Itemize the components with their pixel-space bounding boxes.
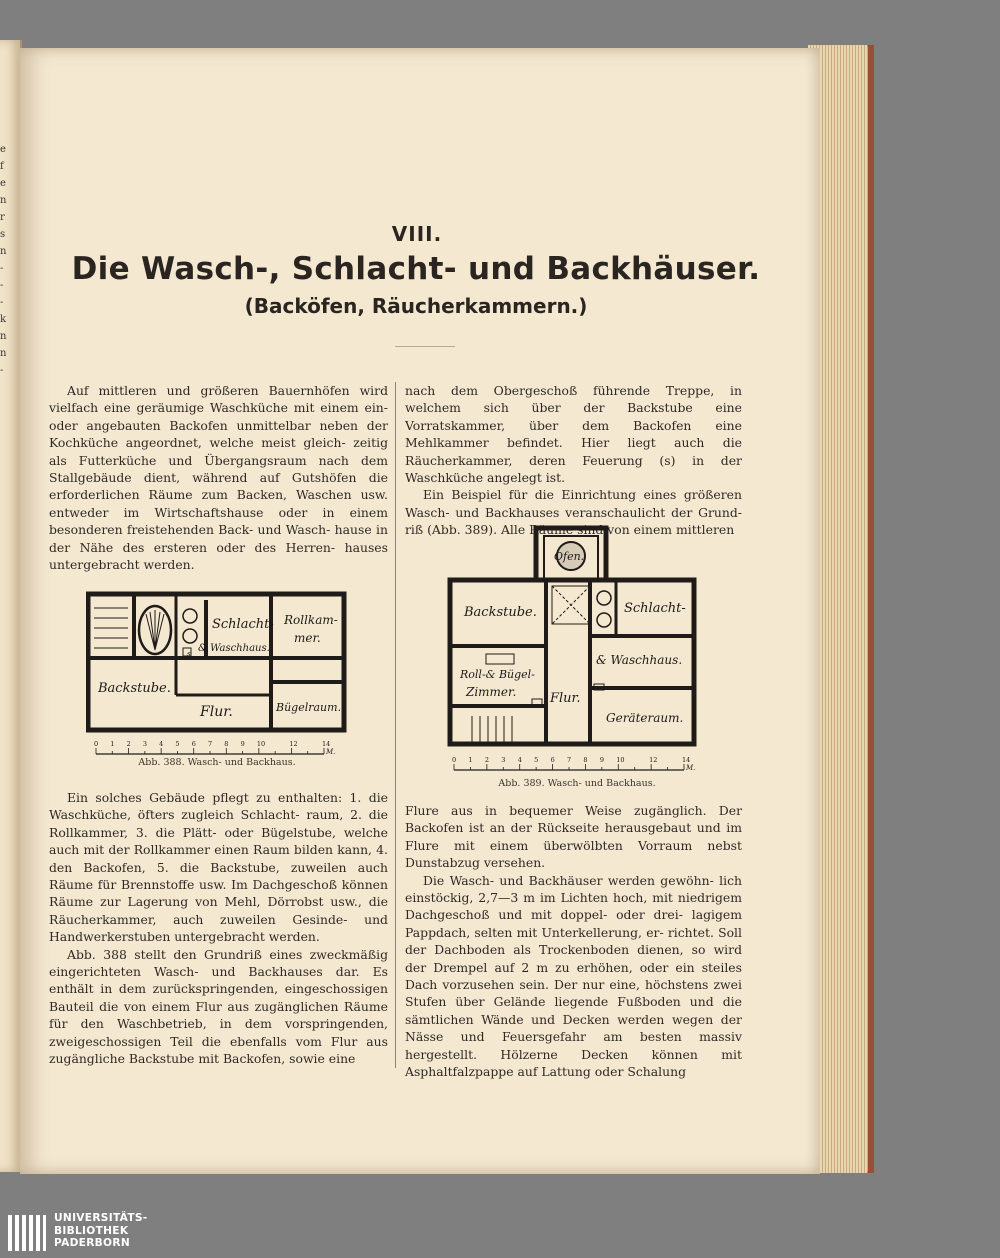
room-label-flur-389: Flur. [550, 691, 581, 706]
scale-label: 3 [142, 740, 147, 748]
room-label-zimmer: Zimmer. [466, 685, 517, 699]
text-line: Räucherkammer, auch zuweilen Gesinde- und [49, 911, 388, 927]
text-line: die erforderlichen Räume zum Backen, Waschen [49, 470, 388, 503]
scale-label: 5 [534, 756, 539, 764]
left-page-fragment: k [0, 314, 7, 325]
scale-label: 1 [110, 740, 115, 748]
paragraph [405, 802, 742, 872]
figure-389-caption: Abb. 389. Wasch- und Backhaus. [498, 778, 656, 789]
room-label-waschhaus-389: & Waschhaus. [596, 653, 683, 667]
scale-label: 2 [484, 756, 489, 764]
text-line: 1. die Waschküche, öfters zugleich Schlacht- [49, 790, 388, 823]
scale-label: 0 [94, 740, 99, 748]
text-line: dienen, so wird der Drempel auf 2 m zu erhöhen, [405, 942, 742, 975]
room-label-geraeteraum: Geräteraum. [606, 711, 684, 725]
room-label-backstube-389: Backstube. [464, 605, 537, 620]
scale-label: 8 [224, 740, 229, 748]
text-line: lagigem Pappdach, selten mit Unterkellerung, er- [405, 907, 742, 940]
text-line: dem Backofen eine Mehlkammer befindet. Hier [405, 417, 742, 451]
text-line: enthält in dem zurückspringenden, eingeschossigen [49, 981, 388, 997]
text-line: Auf mittleren und größeren Bauernhöfen wird [67, 383, 388, 398]
scale-label: 14 [682, 756, 691, 764]
left-column-bottom [49, 789, 388, 1068]
text-line: Handwerkerstuben untergebracht werden. [49, 929, 320, 945]
book-page [20, 48, 820, 1174]
text-line: Bauteil die von einem Flur aus zugänglichen Räume [49, 998, 388, 1014]
chapter-title: Die Wasch-, Schlacht- und Backhäuser. [71, 251, 761, 287]
text-line: mit Asphaltfalzpappe auf Lattung oder Schalung [405, 1046, 742, 1080]
text-line: nach dem Obergeschoß führende Treppe, in welchem [405, 383, 742, 416]
text-line: niedrigem Dachgeschoß und mit doppel- oder drei- [405, 890, 742, 923]
title-divider [395, 346, 455, 347]
room-label-waschhaus: & Waschhaus. [198, 643, 270, 654]
scale-label: 7 [567, 756, 572, 764]
left-page-fragment: n [0, 246, 7, 257]
text-line: Fußboden und die sämtlichen Wände und Decken [405, 994, 742, 1027]
text-line: liegt auch die Räucherkammer, deren Feuerung (s) [405, 435, 742, 468]
scale-unit: M. [686, 764, 696, 772]
text-line: besten massiv hergestellt. Hölzerne Decken können [405, 1029, 742, 1062]
scale-label: 4 [159, 740, 164, 748]
left-page-edge [0, 40, 22, 1172]
figure-388-caption: Abb. 388. Wasch- und Backhaus. [138, 757, 296, 768]
room-label-buegelraum: Bügelraum. [276, 701, 342, 714]
feuerung-s-label: s [187, 650, 191, 658]
left-column-top [49, 382, 388, 573]
text-line: zeitig als Futterküche und Übergangsraum nach [49, 435, 388, 468]
scale-label: 10 [616, 756, 625, 764]
text-line: Bügelstube, welche auch mit der Rollkammer [49, 824, 388, 858]
text-line: sich über der Backstube eine Vorratskammer, über [405, 400, 742, 433]
left-page-fragment: - [0, 280, 4, 291]
text-line: raum, 2. die Rollkammer, 3. die Plätt- oder [49, 807, 388, 840]
left-page-fragment: n [0, 331, 7, 342]
room-label-mer: mer. [294, 631, 321, 645]
right-column-top [405, 382, 742, 539]
library-logo-icon [6, 1211, 48, 1255]
left-page-fragment: - [0, 297, 4, 308]
chapter-subtitle: (Backöfen, Räucherkammern.) [244, 294, 588, 318]
scale-bar-388 [94, 740, 335, 756]
text-line: für den Waschbetrieb, in dem vorspringenden, [49, 1016, 388, 1032]
left-page-fragment: s [0, 229, 6, 240]
text-line: besonderen freistehenden Back- und Wasch- [49, 522, 331, 538]
paragraph [405, 382, 742, 486]
left-page-fragment: n [0, 195, 7, 206]
paragraph [49, 382, 388, 573]
scale-label: 9 [599, 756, 604, 764]
paragraph [49, 946, 388, 1068]
library-footer-bar [0, 1208, 1000, 1258]
scale-label: 12 [289, 740, 298, 748]
text-line: in der Waschküche angelegt ist. [405, 452, 742, 486]
scale-label: 6 [550, 756, 555, 764]
scale-label: 12 [649, 756, 658, 764]
text-line: richtet. Soll der Dachboden als Trockenboden [405, 924, 742, 958]
text-line: usw. entweder im Wirtschaftshause oder in einem [49, 487, 388, 520]
floor-plan-figure-388 [86, 590, 348, 770]
text-line: eine, höchstens zwei Stufen über Gelände liegende [405, 977, 742, 1010]
text-line: werden wegen der Nässe und Feuersgefahr am [405, 1011, 742, 1045]
scale-unit: M. [326, 748, 336, 756]
text-line: dem Stallgebäude dient, während auf Gutshöfen [49, 452, 388, 486]
room-label-backstube: Backstube. [98, 681, 171, 696]
scale-label: 4 [517, 756, 522, 764]
room-label-rollkammer: Rollkam- [284, 613, 338, 627]
room-label-ofen: Ofen. [554, 550, 585, 563]
scale-label: 14 [322, 740, 331, 748]
scale-label: 6 [191, 740, 196, 748]
text-line: einen Raum bilden kann, 4. den Backofen, [49, 842, 388, 875]
text-line: hauses untergebracht werden. [49, 539, 388, 573]
left-page-fragment: - [0, 263, 4, 274]
text-line: Dunstabzug versehen. [405, 855, 546, 871]
scale-label: 7 [208, 740, 213, 748]
logo-line: BIBLIOTHEK [54, 1224, 129, 1237]
text-line: vielfach eine geräumige Waschküche mit einem [49, 400, 359, 416]
text-line: Wasch- und Backhauses veranschaulicht der Grund- [405, 504, 742, 520]
room-label-flur: Flur. [200, 704, 233, 720]
text-line: hause in der Nähe des ersteren oder des Herren- [49, 522, 388, 555]
book-cover-edge [868, 45, 874, 1173]
text-line: im Flure mit einem überwölbten Vorraum nebst [405, 820, 742, 853]
room-label-roll-buegel: Roll-& Bügel- [460, 668, 535, 681]
floor-plan-figure-389 [446, 524, 708, 780]
left-page-fragment: e [0, 144, 6, 155]
scale-label: 0 [452, 756, 457, 764]
room-label-schlacht: Schlacht- [212, 617, 274, 632]
scale-label: 2 [126, 740, 131, 748]
column-rule [395, 382, 396, 1068]
text-line: Flure aus in bequemer Weise zugänglich. Der [405, 803, 742, 818]
left-page-fragment: e [0, 178, 6, 189]
text-line: ein- oder angebauten Backofen unmittelbar neben [49, 400, 388, 433]
text-line: Ein Beispiel für die Einrichtung eines größeren [423, 487, 742, 503]
scale-label: 10 [256, 740, 266, 748]
left-page-fragment: r [0, 212, 5, 223]
scale-bar-389 [452, 756, 695, 772]
left-page-fragment: n [0, 348, 7, 359]
scale-label: 3 [501, 756, 506, 764]
scale-label: 8 [583, 756, 588, 764]
text-line: 5. die Backstube, zuweilen auch Räume für [49, 859, 388, 893]
text-line: Backofen ist an der Rückseite herausgebaut und [405, 820, 721, 836]
text-line: Die Wasch- und Backhäuser werden gewöhn- [423, 872, 714, 888]
scale-label: 1 [468, 756, 473, 764]
scale-label: 9 [240, 740, 245, 748]
paragraph [49, 789, 388, 946]
text-line: zugängliche Backstube mit Backofen, sowie eine [49, 1051, 356, 1067]
text-line: oder ein steiles Dach vorzusehen sein. Der nur [405, 959, 742, 993]
left-page-fragment: f [0, 161, 4, 172]
text-line: zweigeschossigen Teil die ebenfalls vom Flur aus [49, 1033, 388, 1049]
paragraph [405, 872, 742, 1081]
right-column-bottom [405, 802, 742, 1081]
text-line: zur Lagerung von Mehl, Dörrobst usw., die [100, 894, 388, 910]
left-page-fragment: - [0, 365, 4, 376]
text-line: Ein solches Gebäude pflegt zu enthalten: [67, 790, 343, 805]
text-line: Brennstoffe usw. Im Dachgeschoß können Räume [49, 877, 388, 910]
chapter-number: VIII. [391, 222, 443, 246]
logo-line: PADERBORN [54, 1237, 130, 1250]
scale-label: 5 [175, 740, 180, 748]
text-line: eingerichteten Wasch- und Backhauses dar. Es [49, 964, 388, 980]
text-line: lich einstöckig, 2,7—3 m im Lichten hoch, mit [405, 872, 742, 906]
text-line: der Kochküche angeordnet, welche meist gleich- [49, 417, 388, 451]
room-label-schlacht-389: Schlacht- [624, 601, 686, 616]
library-logo-text [54, 1212, 148, 1250]
logo-line: UNIVERSITÄTS- [54, 1212, 148, 1224]
text-line: Abb. 388 stellt den Grundriß eines zweckmäßig [67, 946, 388, 962]
text-line: riß (Abb. 389). Alle Räume sind von einem mittleren [405, 522, 735, 538]
